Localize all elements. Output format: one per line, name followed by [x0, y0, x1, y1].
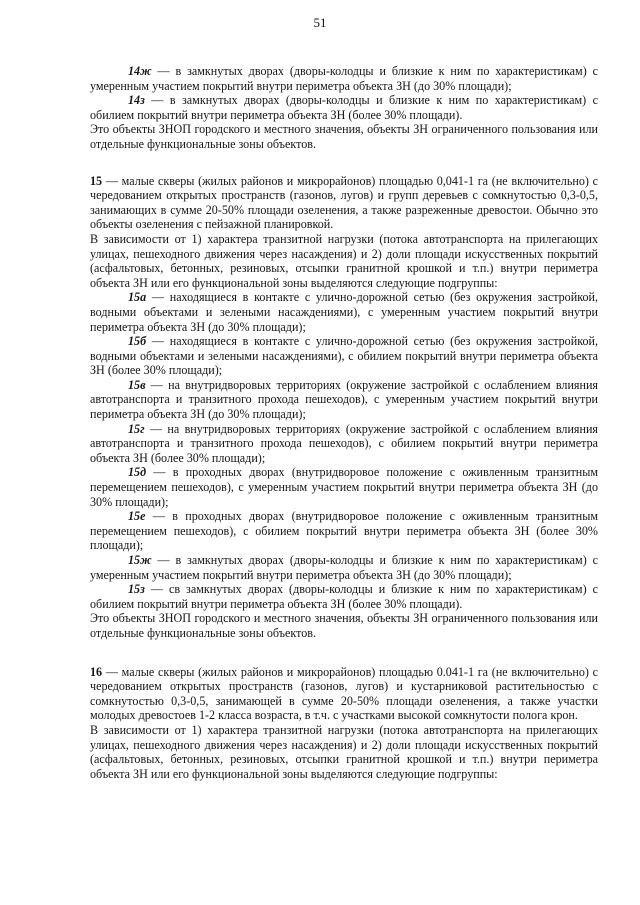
- subgroup-15z: [90, 582, 598, 611]
- subgroup-text: — в проходных дворах (внутридворовое положение с оживленным транзитным перемещением пешеходов), с умеренным участием покрытий внутри периметра объекта ЗН (до 30% площади);: [90, 465, 598, 509]
- subgroup-15v: [90, 378, 598, 422]
- subgroup-text: — в проходных дворах (внутридворовое положение с оживленным транзитным перемещением пешеходов), с обилием покрытий внутри периметра объекта ЗН (более 30% площади);: [90, 509, 598, 553]
- group-number: 15: [90, 173, 103, 188]
- subgroup-14zh: [90, 64, 598, 93]
- group-14-closing: Это объекты ЗНОП городского и местного значения, объекты ЗН ограниченного пользования или отдельные функциональные зоны объектов.: [90, 122, 598, 151]
- subgroup-code: 15а: [128, 290, 147, 305]
- subgroup-15g: [90, 422, 598, 466]
- subgroup-code: 15б: [128, 334, 147, 349]
- group-16-intro: В зависимости от 1) характера транзитной нагрузки (потока автотранспорта на прилегающих улицах, пешеходного движения через насаждения) и 2) доли площади искусственных покрытий (асфальтовых, бетонных, резиновых, отсыпки гранитной крошкой и т.п.) внутри периметра объекта ЗН или его функциональной зоны выделяются следующие подгруппы:: [90, 722, 598, 781]
- subgroup-15d: [90, 465, 598, 509]
- subgroup-text: — на внутридворовых территориях (окружение застройкой с ослаблением влияния автотранспорта и транзитного прохода пешеходов), с обилием покрытий внутри периметра объекта ЗН (более 30% площади);: [90, 421, 598, 465]
- subgroup-code: 15в: [128, 377, 146, 392]
- subgroup-text: — находящиеся в контакте с улично-дорожной сетью (без окружения застройкой, водными объектами и зелеными насаждениями), с обилием покрытий внутри периметра объекта ЗН (более 30% площади);: [90, 334, 598, 378]
- subgroup-code: 14з: [128, 93, 145, 108]
- subgroup-text: — в замкнутых дворах (дворы-колодцы и близкие к ним по характеристикам) с обилием покрытий внутри периметра объекта ЗН (более 30% площади).: [90, 93, 598, 122]
- group-15-closing: Это объекты ЗНОП городского и местного значения, объекты ЗН ограниченного пользования или отдельные функциональные зоны объектов.: [90, 611, 598, 640]
- subgroup-code: 15г: [128, 421, 145, 436]
- group-definition-text: — малые скверы (жилых районов и микрорайонов) площадью 0,041-1 га (не включительно) с чередованием открытых пространств (газонов, лугов) и групп деревьев с сомкнутостью 0,3-0,5, занимающих в сумме 20-50% площади озеленения, а также разреженные древостои. Обычно это объекты озеленения с пейзажной планировкой.: [90, 173, 598, 232]
- subgroup-text: — на внутридворовых территориях (окружение застройкой с ослаблением влияния автотранспорта и транзитного прохода пешеходов), с умеренным участием покрытий внутри периметра объекта ЗН (до 30% площади);: [90, 377, 598, 422]
- subgroup-code: 15д: [128, 465, 147, 480]
- group-15-intro: В зависимости от 1) характера транзитной нагрузки (потока автотранспорта на прилегающих улицах, пешеходного движения через насаждения) и 2) доли площади искусственных покрытий (асфальтовых, бетонных, резиновых, отсыпки гранитной крошкой и т.п.) внутри периметра объекта ЗН или его функциональной зоны выделяются следующие подгруппы:: [90, 231, 598, 290]
- subgroup-text: — находящиеся в контакте с улично-дорожной сетью (без окружения застройкой, водными объектами и зелеными насаждениями), с умеренным участием покрытий внутри периметра объекта ЗН (до 30% площади);: [90, 290, 598, 334]
- group-15-definition: [90, 174, 598, 232]
- group-number: 16: [90, 664, 103, 679]
- subgroup-15a: [90, 290, 598, 334]
- subgroup-15zh: [90, 553, 598, 582]
- subgroup-text: — в замкнутых дворах (дворы-колодцы и близкие к ним по характеристикам) с умеренным участием покрытий внутри периметра объекта ЗН (до 30% площади);: [90, 553, 598, 582]
- subgroup-15b: [90, 334, 598, 378]
- subgroup-text: — св замкнутых дворах (дворы-колодцы и близкие к ним по характеристикам) с обилием покрытий внутри периметра объекта ЗН (более 30% площади).: [90, 582, 598, 611]
- subgroup-15e: [90, 509, 598, 553]
- subgroup-text: — в замкнутых дворах (дворы-колодцы и близкие к ним по характеристикам) с умеренным участием покрытий внутри периметра объекта ЗН (до 30% площади);: [90, 64, 598, 93]
- page-content: [90, 64, 598, 781]
- group-16-definition: [90, 665, 598, 723]
- subgroup-code: 15ж: [128, 553, 152, 567]
- subgroup-code: 14ж: [128, 64, 152, 78]
- group-definition-text: — малые скверы (жилых районов и микрорайонов) площадью 0.041-1 га (не включительно) с чередованием открытых пространств (газонов, лугов) и кустарниковой растительностью с сомкнутостью 0,3-0,5, занимающей в сумме 20-50% площади озеленения, а также участки молодых древостоев 1-2 класса возраста, в т.ч. с участками высокой сомкнутости полога крон.: [90, 664, 598, 723]
- subgroup-code: 15з: [128, 582, 145, 597]
- subgroup-code: 15е: [128, 509, 146, 524]
- subgroup-14z: [90, 93, 598, 122]
- page-number: 51: [313, 15, 327, 30]
